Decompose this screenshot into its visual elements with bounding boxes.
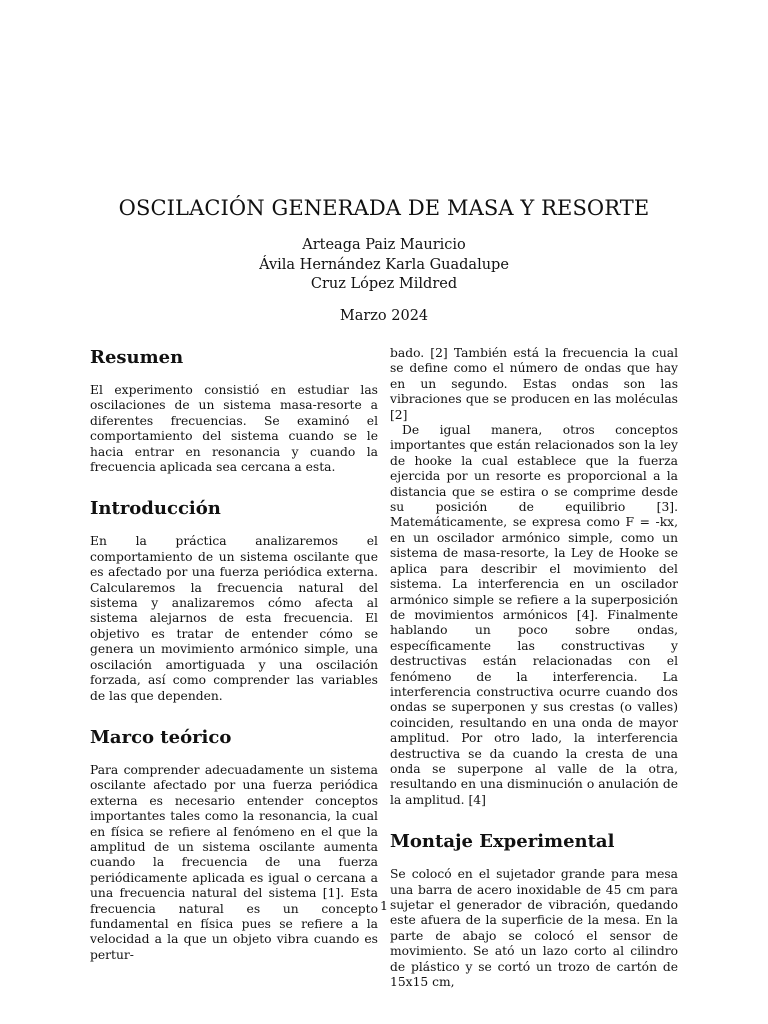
paragraph: El experimento consistió en estudiar las oscilaciones de un sistema masa-resorte a diferentes frecuencias. Se examinó el comportamiento del sistema cuando se le hacia entrar en resonancia y cuando la frecuencia aplicada sea cercana a esta. bbox=[90, 383, 378, 475]
section-heading: Introducción bbox=[90, 498, 221, 520]
section-introduccion bbox=[90, 497, 378, 703]
paragraph: bado. [2] También está la frecuencia la cual se define como el número de ondas que hay en un segundo. Estas ondas son las vibraciones que se producen en las moléculas [2] bbox=[390, 346, 678, 422]
left-column bbox=[90, 346, 378, 985]
paragraph: De igual manera, otros conceptos importantes que están relacionados son la ley de hooke la cual establece que la fuerza ejercida por un resorte es proporcional a la distancia que se estira o se comprime desde su posición de equilibrio [3]. Matemáticamente, se expresa como F = -kx, en un oscilador armónico simple, como un sistema de masa-resorte, la Ley de Hooke se aplica para describir el movimiento del sistema. La interferencia en un oscilador armónico simple se refiere a la superposición de movimientos armónicos [4]. Finalmente hablando un poco sobre ondas, específicamente las constructivas y destructivas están relacionadas con el fenómeno de la interferencia. La interferencia constructiva ocurre cuando dos ondas se superponen y sus crestas (o valles) coinciden, resultando en una onda de mayor amplitud. Por otro lado, la interferencia destructiva se da cuando la cresta de una onda se superpone al valle de la otra, resultando en una disminución o anulación de la amplitud. [4] bbox=[390, 423, 678, 807]
section-heading: Marco teórico bbox=[90, 726, 232, 748]
author-name: Cruz López Mildred bbox=[310, 276, 458, 292]
section-marco-teorico-continued bbox=[390, 346, 678, 808]
author-list bbox=[0, 236, 768, 295]
section-marco-teorico bbox=[90, 726, 378, 963]
author-name: Arteaga Paiz Mauricio bbox=[302, 237, 466, 253]
paragraph: Se colocó en el sujetador grande para mesa una barra de acero inoxidable de 45 cm para sujetar el generador de vibración, quedando este afuera de la superficie de la mesa. En la parte de abajo se colocó el sensor de movimiento. Se ató un lazo corto al cilindro de plástico y se cortó un trozo de cartón de 15x15 cm, bbox=[390, 867, 678, 990]
page-number: 1 bbox=[380, 898, 388, 913]
author-name: Ávila Hernández Karla Guadalupe bbox=[259, 256, 509, 273]
section-heading: Montaje Experimental bbox=[390, 831, 615, 853]
section-resumen bbox=[90, 346, 378, 475]
paragraph: En la práctica analizaremos el comportamiento de un sistema oscilante que es afectado por una fuerza periódica externa. Calcularemos la frecuencia natural del sistema y analizaremos cómo afecta al sistema alejarnos de esta frecuencia. El objetivo es tratar de entender cómo se genera un movimiento armónico simple, una oscilación amortiguada y una oscilación forzada, así como comprender las variables de las que dependen. bbox=[90, 534, 378, 703]
section-heading: Resumen bbox=[90, 347, 184, 368]
paper-title: OSCILACIÓN GENERADA DE MASA Y RESORTE bbox=[118, 196, 650, 220]
paper-date: Marzo 2024 bbox=[339, 308, 429, 324]
paragraph: Para comprender adecuadamente un sistema oscilante afectado por una fuerza periódica externa es necesario entender conceptos importantes tales como la resonancia, la cual en física se refiere al fenómeno en el que la amplitud de un sistema oscilante aumenta cuando la frecuencia de una fuerza periódicamente aplicada es igual o cercana a una frecuencia natural del sistema [1]. Esta frecuencia natural es un concepto fundamental en física pues se refiere a la velocidad a la que un objeto vibra cuando es pertur- bbox=[90, 762, 378, 962]
